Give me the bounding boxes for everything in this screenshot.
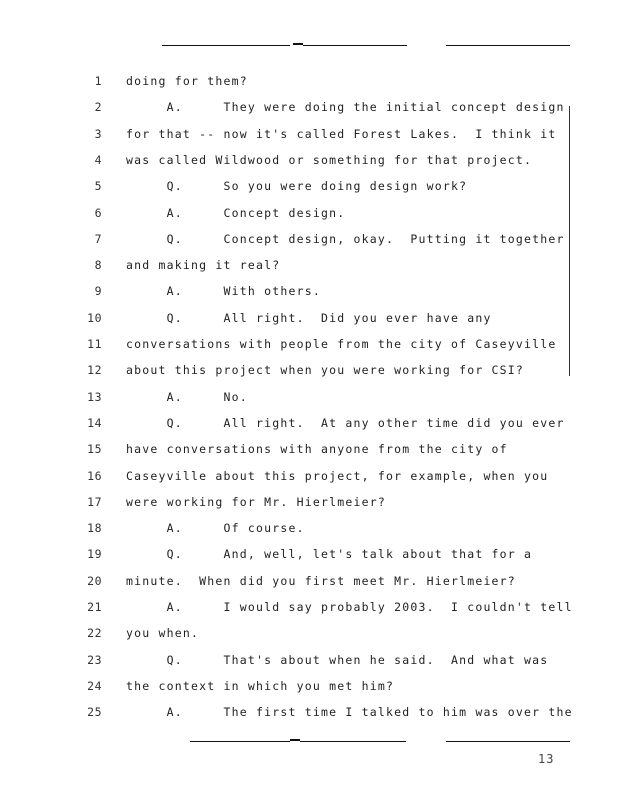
line-number: 7 <box>94 231 102 246</box>
line-text: have conversations with anyone from the city of <box>126 442 508 457</box>
line-text: minute. When did you first meet Mr. Hierlmeier? <box>126 573 516 588</box>
line-number: 24 <box>87 678 102 693</box>
line-text: the context in which you met him? <box>126 678 395 693</box>
line-number: 17 <box>87 494 102 509</box>
transcript-line <box>0 679 618 705</box>
transcript-line <box>0 232 618 258</box>
line-number: 18 <box>87 521 102 536</box>
line-text: was called Wildwood or something for that project. <box>126 152 533 167</box>
line-text: and making it real? <box>126 258 281 273</box>
line-number: 4 <box>94 152 102 167</box>
line-text: A. With others. <box>126 284 321 299</box>
line-text: A. Of course. <box>126 521 305 536</box>
line-number: 10 <box>87 310 102 325</box>
transcript-line <box>0 705 618 731</box>
line-text: Q. That's about when he said. And what was <box>126 652 549 667</box>
line-number: 12 <box>87 363 102 378</box>
line-text: Q. All right. Did you ever have any <box>126 310 492 325</box>
line-number: 9 <box>94 284 102 299</box>
line-number: 19 <box>87 547 102 562</box>
line-text: about this project when you were working for CSI? <box>126 363 525 378</box>
line-text: for that -- now it's called Forest Lakes. I think it <box>126 126 557 141</box>
line-text: were working for Mr. Hierlmeier? <box>126 494 386 509</box>
transcript-line <box>0 653 618 679</box>
transcript-line <box>0 284 618 310</box>
transcript-line <box>0 179 618 205</box>
line-text: A. Concept design. <box>126 205 346 220</box>
line-number: 20 <box>87 573 102 588</box>
header-rule-left <box>162 45 290 46</box>
transcript-line <box>0 521 618 547</box>
transcript-line <box>0 100 618 126</box>
line-text: Q. All right. At any other time did you ever <box>126 415 565 430</box>
transcript-line <box>0 311 618 337</box>
line-number: 8 <box>94 258 102 273</box>
line-text: Q. So you were doing design work? <box>126 179 468 194</box>
line-number: 3 <box>94 126 102 141</box>
line-text: A. No. <box>126 389 248 404</box>
line-text: A. The first time I talked to him was over the <box>126 705 573 720</box>
header-rule-mark <box>293 43 303 45</box>
transcript-line <box>0 442 618 468</box>
line-number: 14 <box>87 415 102 430</box>
transcript-line <box>0 600 618 626</box>
line-number: 2 <box>94 100 102 115</box>
line-text: you when. <box>126 626 200 641</box>
line-number: 6 <box>94 205 102 220</box>
transcript-line <box>0 127 618 153</box>
line-number: 5 <box>94 179 102 194</box>
transcript-line <box>0 390 618 416</box>
line-number: 16 <box>87 468 102 483</box>
line-number: 22 <box>87 626 102 641</box>
header-rule-middle <box>303 45 407 46</box>
transcript-line <box>0 337 618 363</box>
line-number: 25 <box>87 705 102 720</box>
line-text: A. I would say probably 2003. I couldn't tell <box>126 600 573 614</box>
footer-rule-left <box>190 741 290 742</box>
header-rule-right <box>446 45 570 46</box>
transcript-line <box>0 469 618 495</box>
page-number: 13 <box>538 752 555 766</box>
line-text: conversations with people from the city of Caseyville <box>126 337 557 351</box>
transcript-line <box>0 495 618 521</box>
line-number: 21 <box>87 600 102 614</box>
transcript-line <box>0 574 618 600</box>
line-number: 1 <box>94 74 102 88</box>
line-text: Q. And, well, let's talk about that for a <box>126 547 533 562</box>
line-number: 15 <box>87 442 102 457</box>
line-number: 13 <box>87 389 102 404</box>
line-text: Caseyville about this project, for example, when you <box>126 468 549 483</box>
line-number: 11 <box>87 337 102 351</box>
footer-rule-middle <box>300 741 406 742</box>
transcript-line <box>0 547 618 573</box>
line-number: 23 <box>87 652 102 667</box>
transcript-line <box>0 206 618 232</box>
line-text: A. They were doing the initial concept design <box>126 100 565 115</box>
transcript-line <box>0 153 618 179</box>
transcript-line <box>0 363 618 389</box>
transcript-line <box>0 626 618 652</box>
footer-rule-right <box>446 741 570 742</box>
transcript-line <box>0 258 618 284</box>
line-text: doing for them? <box>126 74 248 88</box>
line-text: Q. Concept design, okay. Putting it together <box>126 231 565 246</box>
footer-rule-mark <box>290 739 300 741</box>
transcript-line <box>0 416 618 442</box>
transcript-line <box>0 74 618 100</box>
